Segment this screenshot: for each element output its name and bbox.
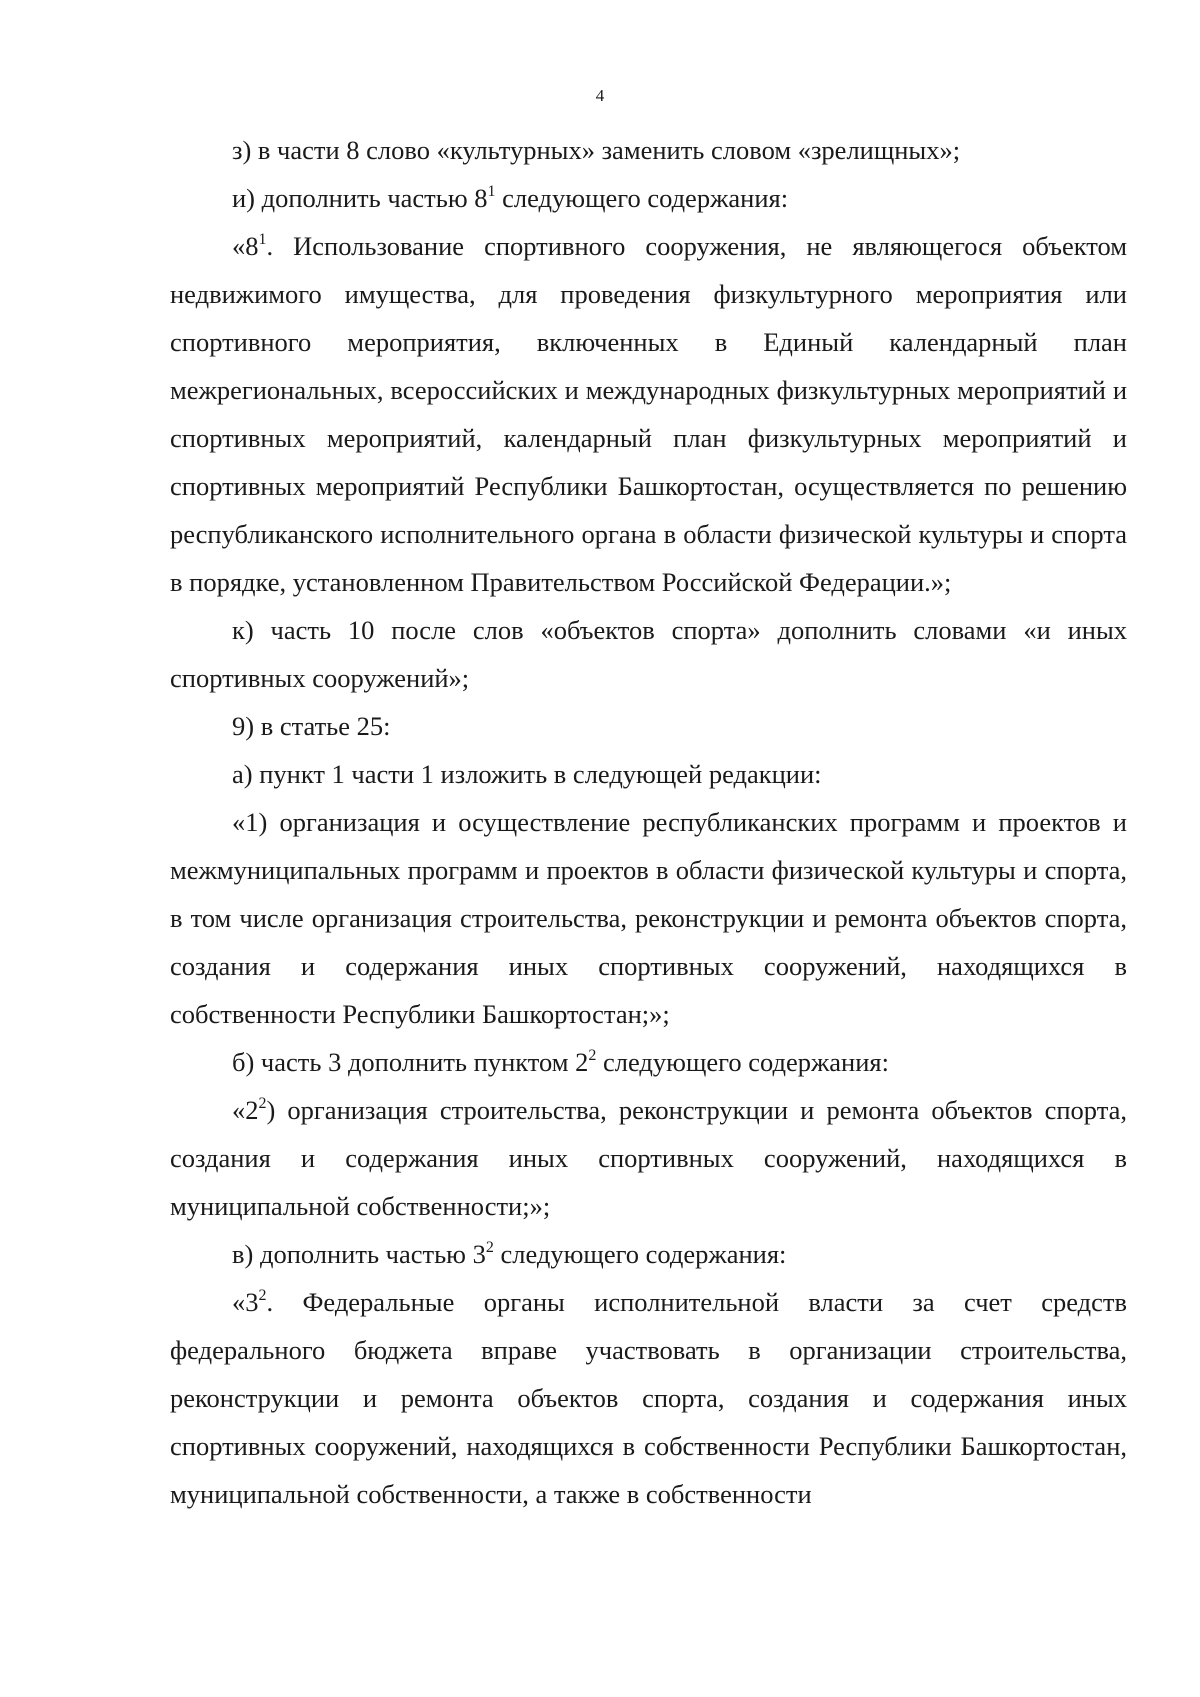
paragraph: [170, 222, 1127, 606]
text-segment: 9) в статье 25:: [232, 711, 391, 741]
text-segment: «3: [232, 1287, 259, 1317]
superscript: 2: [588, 1047, 597, 1064]
text-segment: в) дополнить частью 3: [232, 1239, 486, 1269]
text-segment: следующего содержания:: [596, 1047, 889, 1077]
text-segment: а) пункт 1 части 1 изложить в следующей редакции:: [232, 759, 822, 789]
paragraph: [170, 1278, 1127, 1518]
paragraph: [170, 702, 1127, 750]
paragraph: [170, 1230, 1127, 1278]
text-segment: следующего содержания:: [493, 1239, 787, 1269]
text-segment: . Использование спортивного сооружения, не являющегося объектом недвижимого имущества, для проведения физкультурного мероприятия или спортивного мероприятия, включенных в Единый календарный план межрегиональных, всероссийских и международных физкультурных мероприятий и спортивных мероприятий, календарный план физкультурных мероприятий и спортивных мероприятий Республики Башкортостан, осуществляется по решению республиканского исполнительного органа в области физической культуры и спорта в порядке, установленном Правительством Российской Федерации.»;: [170, 231, 1127, 597]
text-segment: «8: [232, 231, 259, 261]
text-segment: з) в части 8 слово «культурных» заменить словом «зрелищных»;: [232, 135, 961, 165]
text-segment: «1) организация и осуществление республиканских программ и проектов и межмуниципальных программ и проектов в области физической культуры и спорта, в том числе организация строительства, реконструкции и ремонта объектов спорта, создания и содержания иных спортивных сооружений, находящихся в собственности Республики Башкортостан;»;: [170, 807, 1127, 1029]
superscript: 2: [258, 1287, 267, 1304]
superscript: 1: [487, 183, 496, 200]
document-body: [170, 126, 1127, 1518]
paragraph: [170, 1038, 1127, 1086]
paragraph: [170, 1086, 1127, 1230]
superscript: 2: [485, 1239, 494, 1256]
page-number: 4: [595, 86, 605, 105]
text-segment: б) часть 3 дополнить пунктом 2: [232, 1047, 589, 1077]
paragraph: [170, 126, 1127, 174]
superscript: 2: [258, 1095, 267, 1112]
paragraph: [170, 798, 1127, 1038]
paragraph: [170, 174, 1127, 222]
paragraph: [170, 750, 1127, 798]
text-segment: и) дополнить частью 8: [232, 183, 488, 213]
text-segment: ) организация строительства, реконструкции и ремонта объектов спорта, создания и содержания иных спортивных сооружений, находящихся в муниципальной собственности;»;: [170, 1095, 1127, 1221]
paragraph: [170, 606, 1127, 702]
text-segment: «2: [232, 1095, 259, 1125]
superscript: 1: [258, 231, 267, 248]
text-segment: . Федеральные органы исполнительной власти за счет средств федерального бюджета вправе участвовать в организации строительства, реконструкции и ремонта объектов спорта, создания и содержания иных спортивных сооружений, находящихся в собственности Республики Башкортостан, муниципальной собственности, а также в собственности: [170, 1287, 1127, 1509]
text-segment: к) часть 10 после слов «объектов спорта» дополнить словами «и иных спортивных сооружений»;: [170, 615, 1127, 693]
text-segment: следующего содержания:: [495, 183, 789, 213]
